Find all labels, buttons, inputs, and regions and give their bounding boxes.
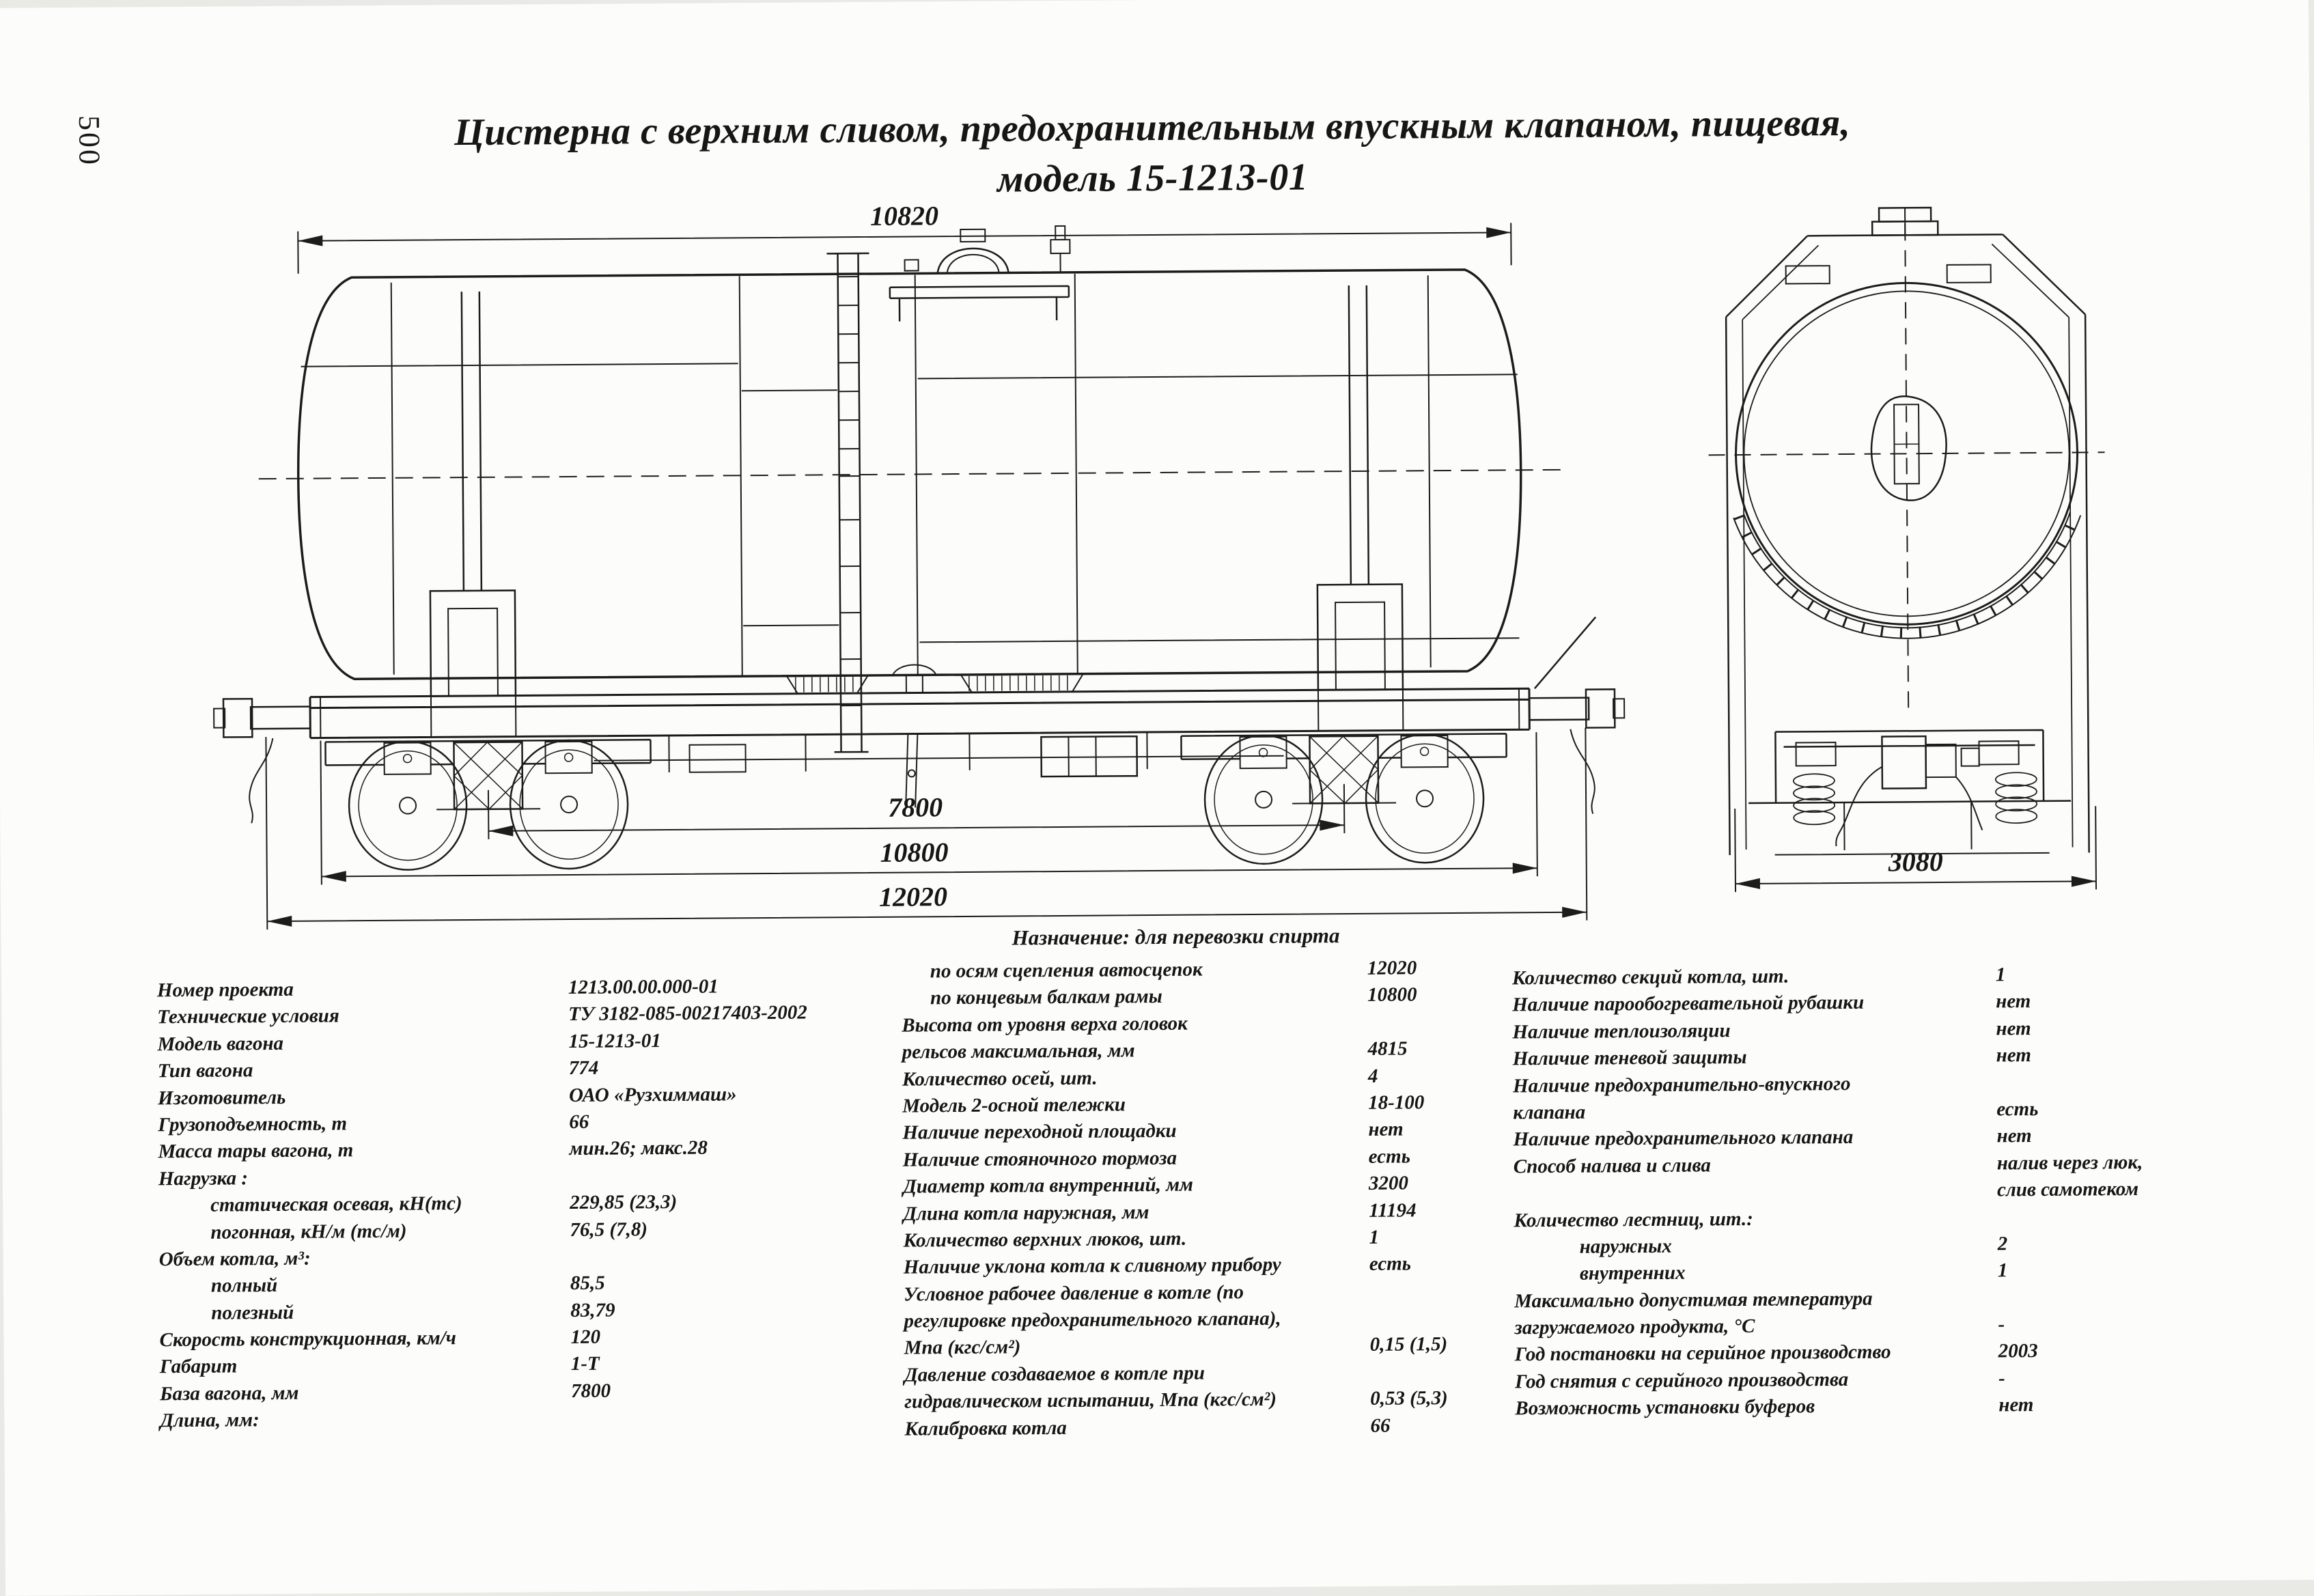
spec-value: 15-1213-01 (568, 1029, 661, 1052)
spec-value: 120 (570, 1326, 601, 1349)
spec-column-left (157, 975, 898, 1437)
spec-label: Номер проекта (156, 978, 294, 1002)
dim-label-frame-length: 10800 (880, 837, 949, 868)
spec-value: 1-Т (570, 1353, 600, 1375)
spec-value: ТУ 3182-085-00217403-2002 (568, 1001, 807, 1026)
spec-label: Наличие переходной площадки (902, 1120, 1177, 1144)
spec-row (904, 1306, 1491, 1337)
spec-label: Изготовитель (157, 1086, 286, 1109)
spec-label: Количество осей, шт. (902, 1067, 1098, 1091)
spec-label: Условное рабочее давление в котле (по (903, 1280, 1244, 1306)
spec-row (903, 1199, 1490, 1229)
spec-value: есть (1368, 1145, 1410, 1168)
spec-label: регулировке предохранительного клапана), (904, 1307, 1281, 1332)
spec-row (902, 983, 1489, 1014)
spec-value: мин.26; макс.28 (569, 1136, 708, 1160)
spec-value: ОАО «Рузхиммаш» (568, 1082, 737, 1106)
spec-label: полный (210, 1274, 278, 1297)
spec-value: 76,5 (7,8) (570, 1218, 648, 1241)
spec-value: есть (1369, 1252, 1412, 1276)
spec-value: 12020 (1367, 957, 1417, 979)
purpose-heading: Назначение: для перевозки спирта (1012, 923, 1340, 950)
spec-label: Год постановки на серийное производство (1514, 1341, 1891, 1366)
spec-label: Габарит (159, 1355, 238, 1378)
spec-value: 0,53 (5,3) (1370, 1387, 1448, 1410)
spec-label: Наличие стояночного тормоза (902, 1147, 1177, 1171)
spec-label: по концевым балкам рамы (930, 985, 1162, 1009)
tank-car-technical-drawing (0, 183, 2314, 951)
spec-row (902, 1091, 1490, 1122)
spec-label: погонная, кН/м (тс/м) (210, 1220, 407, 1244)
dim-label-bogie-base: 7800 (887, 792, 943, 823)
spec-label: Количество секций котла, шт. (1511, 965, 1789, 990)
ladder (826, 253, 872, 752)
spec-label: Количество верхних люков, шт. (903, 1227, 1187, 1252)
spec-column-middle (902, 957, 1492, 1445)
spec-value: 1 (1369, 1226, 1380, 1248)
spec-label: Наличие предохранительного клапана (1513, 1126, 1854, 1151)
spec-label: полезный (211, 1301, 294, 1324)
dim-label-overall-length: 10820 (869, 200, 939, 232)
spec-row (902, 957, 1489, 988)
spec-row (902, 1010, 1489, 1041)
spec-column-right (1512, 962, 2246, 1425)
spec-value: 66 (1370, 1414, 1391, 1437)
spec-label: Калибровка котла (904, 1416, 1067, 1440)
spec-label: Тип вагона (157, 1059, 253, 1082)
spec-label: Объем котла, м³: (158, 1247, 311, 1271)
spec-label: Длина котла наружная, мм (903, 1201, 1149, 1225)
spec-label: Масса тары вагона, т (158, 1139, 354, 1163)
spec-label: Способ налива и слива (1513, 1154, 1711, 1178)
spec-label (1514, 1196, 1997, 1200)
spec-value: - (1998, 1367, 2005, 1390)
dim-label-end-width: 3080 (1888, 845, 1943, 878)
spec-label: Мпа (кгс/см²) (904, 1336, 1021, 1360)
spec-value: 2 (1997, 1233, 2008, 1255)
coupler-right (1529, 617, 1625, 814)
spec-value: нет (1998, 1394, 2034, 1416)
page-number: 500 (72, 115, 107, 167)
spec-row (903, 1226, 1490, 1257)
spec-value: 774 (568, 1056, 599, 1080)
spec-value: - (1998, 1313, 2005, 1336)
title-line-1: Цистерна с верхним сливом, предохранительным впускным клапаном, пищевая, (454, 101, 1851, 154)
spec-value: 83,79 (570, 1299, 615, 1321)
spec-label: Высота от уровня верха головок (902, 1012, 1188, 1037)
spec-label: Нагрузка : (158, 1167, 249, 1190)
spec-label: Наличие предохранительно-впускного (1512, 1072, 1851, 1097)
spec-value: 1 (1995, 964, 2006, 986)
spec-label: Длина, мм: (160, 1409, 260, 1432)
spec-row (160, 1405, 897, 1437)
spec-label: Наличие теплоизоляции (1512, 1019, 1731, 1044)
spec-value: 1213.00.00.000-01 (568, 975, 719, 999)
spec-value: 3200 (1368, 1172, 1409, 1194)
spec-value: 4 (1367, 1065, 1378, 1087)
spec-label: рельсов максимальная, мм (902, 1039, 1135, 1063)
spec-value: нет (1368, 1118, 1404, 1141)
spec-label: Грузоподъемность, т (158, 1112, 348, 1136)
spec-value: 4815 (1367, 1037, 1408, 1061)
spec-value: слив самотеком (1996, 1178, 2139, 1201)
spec-value: 7800 (570, 1380, 611, 1402)
spec-row (904, 1333, 1492, 1364)
spec-label: Наличие парообогревательной рубашки (1512, 992, 1865, 1016)
title-line-2: модель 15-1213-01 (996, 156, 1309, 201)
spec-label: внутренних (1579, 1261, 1686, 1285)
spec-value: налив через люк, (1996, 1151, 2143, 1175)
spec-row (903, 1145, 1490, 1175)
spec-label: гидравлическом испытании, Мпа (кгс/см²) (904, 1388, 1277, 1413)
spec-label: Давление создаваемое в котле при (904, 1362, 1205, 1386)
spec-label: Модель вагона (157, 1032, 284, 1056)
side-view (210, 222, 1626, 929)
spec-label: База вагона, мм (159, 1382, 299, 1405)
spec-row (902, 1064, 1490, 1095)
spec-label: Технические условия (157, 1005, 339, 1028)
spec-label: клапана (1513, 1101, 1586, 1124)
spec-value: 1 (1997, 1259, 2008, 1282)
spec-value: 0,15 (1,5) (1369, 1333, 1448, 1356)
spec-value: нет (1996, 1044, 2031, 1067)
spec-label: загружаемого продукта, °С (1514, 1315, 1755, 1339)
spec-label: наружных (1579, 1235, 1672, 1258)
spec-value: нет (1996, 1125, 2032, 1147)
tank-supports (787, 664, 1083, 694)
spec-label: Наличие уклона котла к сливному прибору (903, 1254, 1281, 1278)
spec-row (1515, 1392, 2246, 1425)
dim-label-coupler-length: 12020 (878, 881, 948, 912)
spec-value: 10800 (1367, 983, 1417, 1007)
spec-label: Скорость конструкционная, км/ч (159, 1327, 457, 1352)
spec-label: Возможность установки буферов (1515, 1395, 1815, 1420)
spec-row (904, 1279, 1491, 1310)
frame (310, 688, 1529, 738)
spec-label: Наличие теневой защиты (1512, 1046, 1747, 1070)
spec-value: 85,5 (570, 1272, 605, 1295)
spec-value: 66 (569, 1110, 589, 1133)
spec-row (904, 1414, 1492, 1444)
spec-row (903, 1172, 1490, 1203)
spec-row (904, 1360, 1492, 1390)
spec-row (902, 1037, 1490, 1068)
spec-value: 11194 (1369, 1199, 1417, 1222)
spec-value: есть (1996, 1097, 2039, 1121)
spec-label: Количество лестниц, шт.: (1514, 1207, 1753, 1231)
spec-label: по осям сцепления автосцепок (930, 958, 1203, 983)
spec-label: Максимально допустимая температура (1514, 1287, 1873, 1313)
end-view (1707, 206, 2108, 892)
spec-value: 229,85 (23,3) (570, 1191, 678, 1214)
spec-label: Год снятия с серийного производства (1514, 1368, 1849, 1393)
coupler-left (214, 699, 311, 824)
spec-value: нет (1996, 990, 2031, 1013)
spec-row (904, 1387, 1492, 1418)
spec-value: нет (1996, 1017, 2031, 1040)
spec-row (902, 1118, 1490, 1149)
spec-value: 18-100 (1368, 1091, 1425, 1114)
spec-value: 2003 (1998, 1340, 2038, 1362)
spec-label: Модель 2-осной тележки (902, 1093, 1126, 1117)
spec-label: статическая осевая, кН(тс) (210, 1192, 462, 1216)
spec-label: Диаметр котла внутренний, мм (902, 1173, 1194, 1198)
spec-row (904, 1252, 1491, 1283)
